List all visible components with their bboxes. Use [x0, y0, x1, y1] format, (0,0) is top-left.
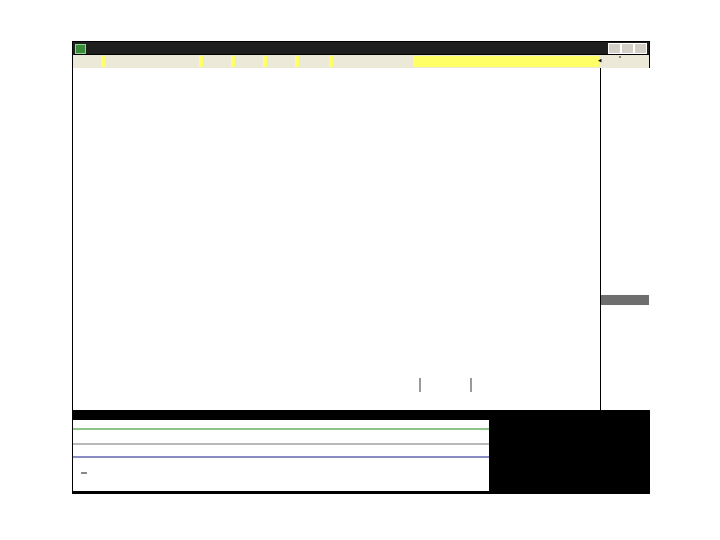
swing-31-line	[221, 156, 287, 210]
current-price-marker	[601, 295, 649, 305]
spin-down-icon[interactable]: ◂	[597, 56, 603, 66]
swing-30-line	[401, 247, 468, 304]
indicator-tab[interactable]	[81, 472, 87, 474]
cci-chart	[73, 419, 489, 469]
status-bar	[73, 469, 489, 491]
